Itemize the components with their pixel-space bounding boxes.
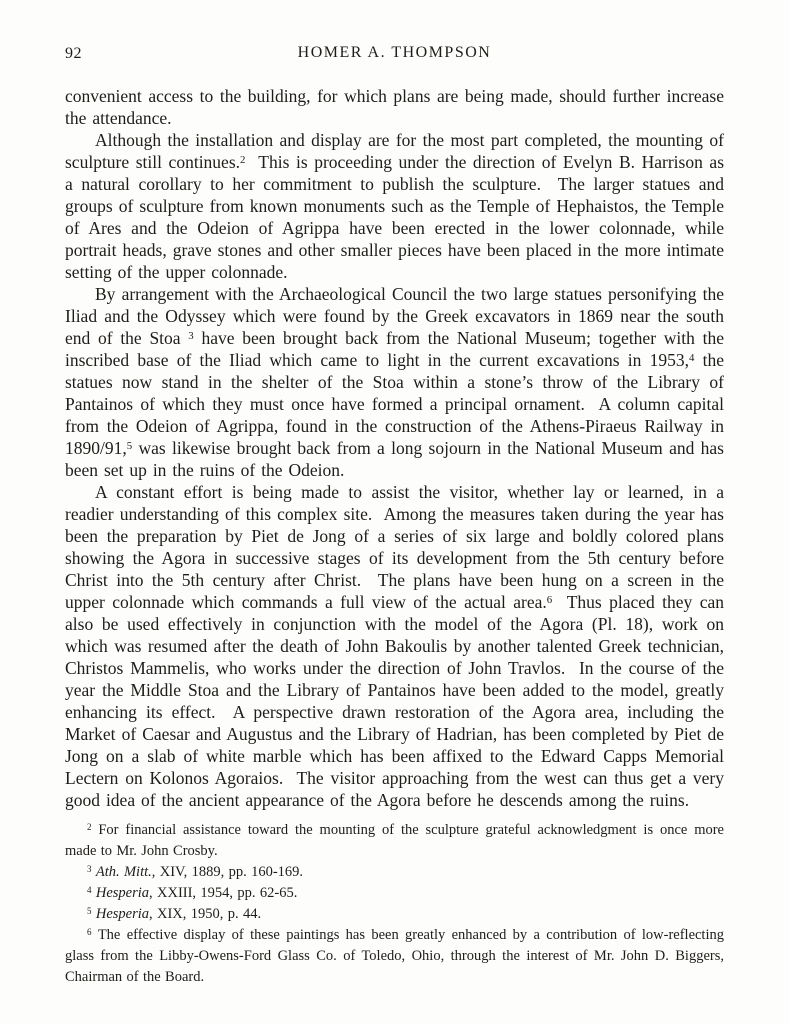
footnote-2 <box>65 820 724 862</box>
text-segment: The effective display of these paintings has been greatly enhanced by a contribution of low-reflecting glass from the Libby-Owens-Ford Glass Co. of Toledo, Ohio, through the interest of Mr. John D. Biggers, Chairman of the Board. <box>65 927 724 985</box>
footnote-ref: 5 <box>87 905 92 916</box>
article-body <box>65 85 724 811</box>
text-segment: A constant effort is being made to assist the visitor, whether lay or learned, in a readier understanding of this complex site. Among the measures taken during the year has been the preparation by Piet de Jong of a series of six large and boldly colored plans showing the Agora in successive stages of its development from the 5th century before Christ into the 5th century after Christ. The plans have been hung on a screen in the upper colonnade which commands a full view of the actual area. <box>65 482 724 612</box>
text-segment: This is proceeding under the direction of Evelyn B. Harrison as a natural corollary to her commitment to publish the sculpture. The larger statues and groups of sculpture from known monuments such as the Temple of Hephaistos, the Temple of Ares and the Odeion of Agrippa have been erected in the lower colonnade, while portrait heads, grave stones and other smaller pieces have been placed in the more intimate setting of the upper colonnade. <box>65 152 725 282</box>
text-segment: , XXIII, 1954, pp. 62-65. <box>149 885 298 901</box>
text-segment: , XIX, 1950, p. 44. <box>149 906 262 922</box>
page-header <box>65 44 724 66</box>
footnote-ref: 5 <box>126 439 133 452</box>
paragraph-1 <box>65 85 724 129</box>
footnote-5 <box>65 904 724 925</box>
italic-citation: Hesperia <box>95 906 150 922</box>
page-number: 92 <box>65 45 82 62</box>
footnote-ref: 2 <box>240 153 246 166</box>
italic-citation: Ath. Mitt. <box>95 864 152 880</box>
footnote-ref: 3 <box>188 329 194 342</box>
text-segment: was likewise brought back from a long sojourn in the National Museum and has been set up in the ruins of the Odeion. <box>65 438 724 480</box>
paragraph-2 <box>65 129 724 283</box>
text-segment: , XIV, 1889, pp. 160-169. <box>151 864 304 880</box>
footnote-6 <box>65 925 724 988</box>
running-header-title: HOMER A. THOMPSON <box>297 44 492 61</box>
footnote-4 <box>65 883 724 904</box>
text-segment: have been brought back from the National Museum; together with the inscribed base of the Iliad which came to light in the current excavations in 1953, <box>65 328 724 370</box>
italic-citation: Hesperia <box>95 885 150 901</box>
footnote-ref: 2 <box>87 821 92 832</box>
text-segment: Thus placed they can also be used effectively in conjunction with the model of the Agora (Pl. 18), work on which was resumed after the death of John Bakoulis by another talented Greek technician, Christos Mammelis, who works under the direction of John Travlos. In the course of the year the Middle Stoa and the Library of Pantainos have been added to the model, greatly enhancing its effect. A perspective drawn restoration of the Agora area, including the Market of Caesar and Augustus and the Library of Hadrian, has been completed by Piet de Jong on a slab of white marble which has been affixed to the Edward Capps Memorial Lectern on Kolonos Agoraios. The visitor approaching from the west can thus get a very good idea of the ancient appearance of the Agora before he descends among the ruins. <box>65 592 724 810</box>
footnote-ref: 6 <box>87 926 92 937</box>
paragraph-3 <box>65 283 724 481</box>
paragraph-4 <box>65 481 724 811</box>
text-segment: Although the installation and display are for the most part completed, the mounting of sculpture still continues. <box>65 130 724 172</box>
footnote-ref: 4 <box>87 884 92 895</box>
footnote-3 <box>65 862 724 883</box>
footnote-ref: 4 <box>688 351 695 364</box>
footnote-ref: 3 <box>87 863 92 874</box>
footnotes-section <box>65 820 724 988</box>
text-segment: the statues now stand in the shelter of the Stoa within a stone’s throw of the Library of Pantainos of which they must once have formed a principal ornament. A column capital from the Odeion of Agrippa, found in the construction of the Athens-Piraeus Railway in 1890/91, <box>65 350 724 458</box>
footnote-ref: 6 <box>546 593 553 606</box>
text-segment: By arrangement with the Archaeological Council the two large statues personifying the Iliad and the Odyssey which were found by the Greek excavators in 1869 near the south end of the Stoa <box>65 284 724 348</box>
text-segment: For financial assistance toward the mounting of the sculpture grateful acknowledgment is once more made to Mr. John Crosby. <box>65 822 724 859</box>
text-segment: convenient access to the building, for which plans are being made, should further increase the attendance. <box>65 86 724 128</box>
